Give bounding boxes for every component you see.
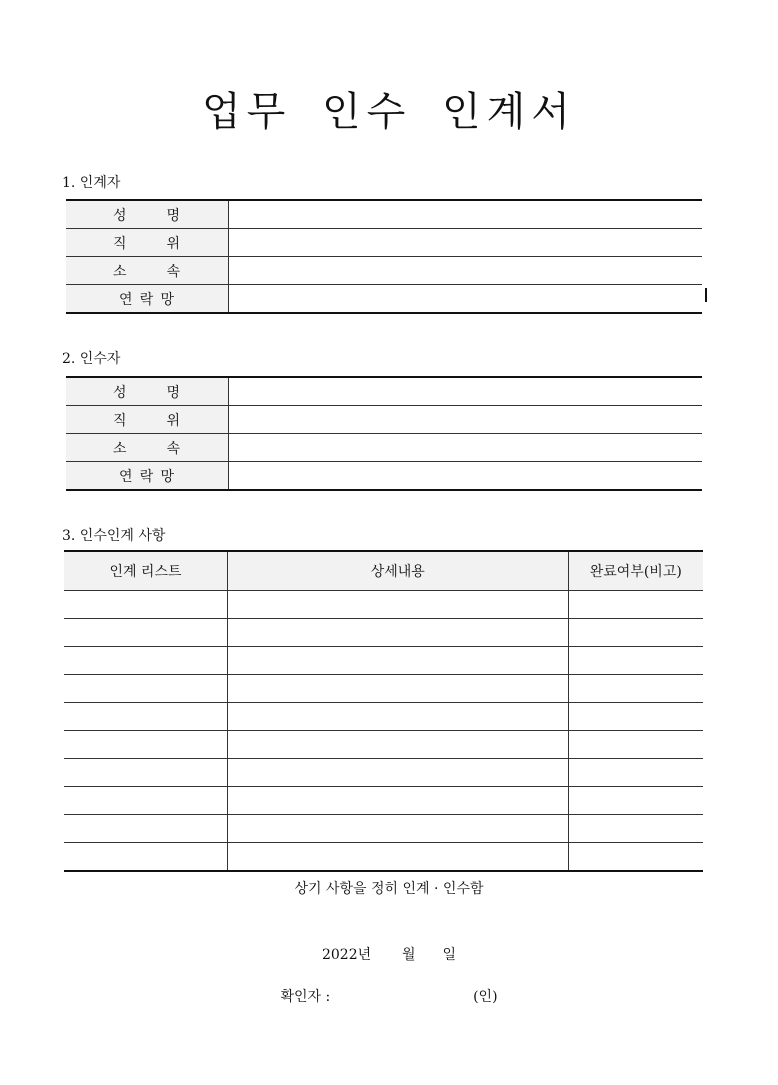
label-department: 소 속: [66, 434, 229, 462]
column-header-completion: 완료여부(비고): [568, 551, 703, 591]
table-row: [64, 591, 703, 619]
cell-item[interactable]: [64, 619, 227, 647]
cell-item[interactable]: [64, 843, 227, 872]
value-position[interactable]: [229, 406, 703, 434]
cell-details[interactable]: [227, 731, 568, 759]
cell-details[interactable]: [227, 647, 568, 675]
cell-details[interactable]: [227, 675, 568, 703]
date-month: 월: [402, 947, 416, 963]
cell-completion[interactable]: [568, 731, 703, 759]
cell-details[interactable]: [227, 619, 568, 647]
table-row: [64, 675, 703, 703]
handover-to-table: [66, 376, 702, 491]
value-contact[interactable]: [229, 285, 703, 314]
cell-details[interactable]: [227, 759, 568, 787]
cell-item[interactable]: [64, 787, 227, 815]
table-row: [64, 843, 703, 872]
cell-item[interactable]: [64, 675, 227, 703]
section-heading-handover-to: 2. 인수자: [62, 351, 121, 367]
cell-item[interactable]: [64, 815, 227, 843]
table-row: [64, 787, 703, 815]
cell-details[interactable]: [227, 815, 568, 843]
table-row: [66, 406, 702, 434]
cell-completion[interactable]: [568, 759, 703, 787]
cell-item[interactable]: [64, 703, 227, 731]
table-row: [64, 815, 703, 843]
table-row: [66, 434, 702, 462]
cell-item[interactable]: [64, 647, 227, 675]
value-position[interactable]: [229, 229, 703, 257]
label-position: 직 위: [66, 406, 229, 434]
column-header-item-list: 인계 리스트: [64, 551, 227, 591]
table-header-row: [64, 551, 703, 591]
value-name[interactable]: [229, 200, 703, 229]
value-contact[interactable]: [229, 462, 703, 491]
label-position: 직 위: [66, 229, 229, 257]
cell-completion[interactable]: [568, 815, 703, 843]
table-row: [66, 285, 702, 314]
date-year: 2022년: [321, 947, 372, 963]
confirmation-statement: 상기 사항을 정히 인계 · 인수함: [294, 881, 484, 897]
cell-completion[interactable]: [568, 787, 703, 815]
date-day: 일: [442, 947, 457, 963]
section-heading-handover-from: 1. 인계자: [62, 175, 121, 191]
cell-completion[interactable]: [568, 843, 703, 872]
signing-date: [0, 944, 778, 964]
handover-items-table: [64, 550, 703, 872]
table-row: [64, 619, 703, 647]
cell-details[interactable]: [227, 703, 568, 731]
cell-completion[interactable]: [568, 675, 703, 703]
label-contact: 연 락 망: [66, 462, 229, 491]
table-row: [64, 731, 703, 759]
label-name: 성 명: [66, 200, 229, 229]
table-row: [66, 462, 702, 491]
label-department: 소 속: [66, 257, 229, 285]
cell-details[interactable]: [227, 591, 568, 619]
confirmer-line: [0, 986, 778, 1006]
cell-completion[interactable]: [568, 619, 703, 647]
table-row: [64, 647, 703, 675]
table-row: [66, 257, 702, 285]
table-row: [64, 759, 703, 787]
cell-item[interactable]: [64, 759, 227, 787]
cell-completion[interactable]: [568, 703, 703, 731]
label-contact: 연 락 망: [66, 285, 229, 314]
document-title: 업무 인수 인계서: [202, 89, 576, 135]
value-department[interactable]: [229, 434, 703, 462]
table-row: [66, 229, 702, 257]
table-row: [66, 377, 702, 406]
table-row: [66, 200, 702, 229]
cell-item[interactable]: [64, 731, 227, 759]
cell-details[interactable]: [227, 787, 568, 815]
handover-from-table: [66, 199, 702, 314]
cell-completion[interactable]: [568, 591, 703, 619]
text-cursor: [705, 288, 707, 302]
label-name: 성 명: [66, 377, 229, 406]
table-row: [64, 703, 703, 731]
value-name[interactable]: [229, 377, 703, 406]
confirmer-label: 확인자 :: [280, 989, 331, 1005]
cell-details[interactable]: [227, 843, 568, 872]
column-header-details: 상세내용: [227, 551, 568, 591]
section-heading-handover-items: 3. 인수인계 사항: [62, 528, 166, 544]
cell-completion[interactable]: [568, 647, 703, 675]
seal-mark: (인): [473, 989, 498, 1005]
cell-item[interactable]: [64, 591, 227, 619]
value-department[interactable]: [229, 257, 703, 285]
